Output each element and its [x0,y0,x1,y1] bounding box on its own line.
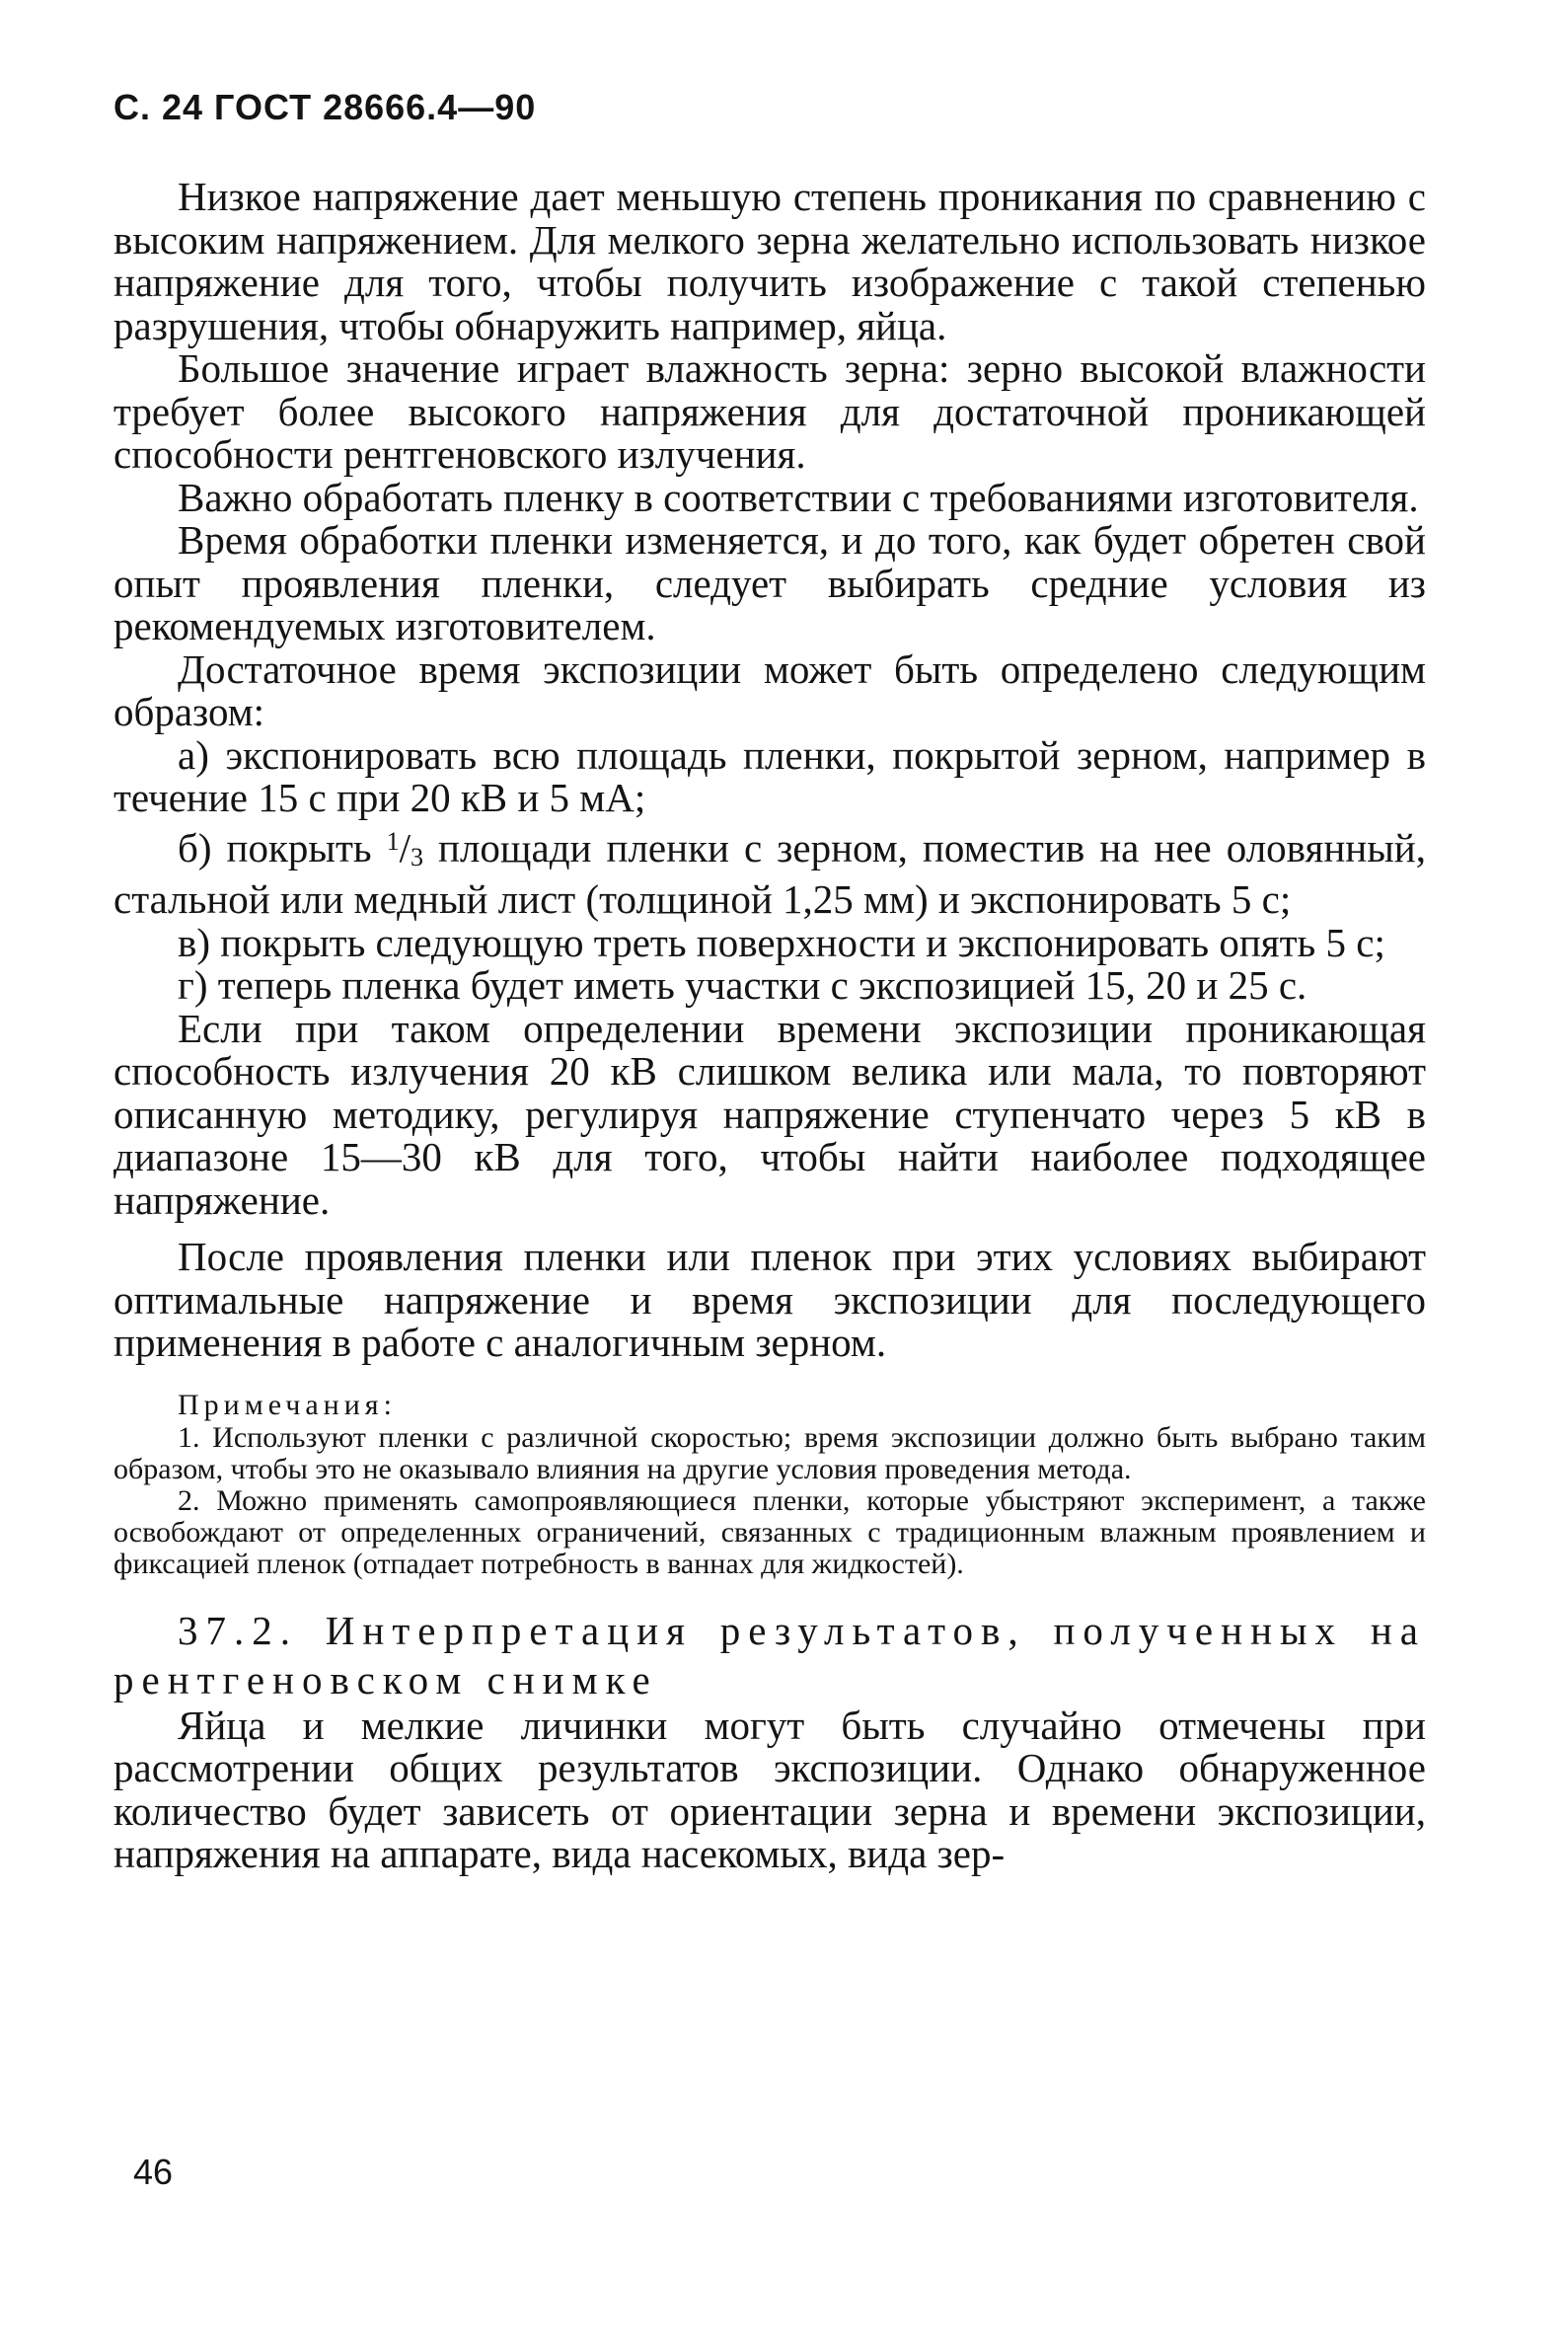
paragraph-exposure-intro: Достаточное время экспозиции может быть определено следующим образом: [113,645,1426,734]
notes-block [113,1389,1426,1580]
page-content [113,176,1426,1876]
fraction-denominator: 3 [411,842,423,871]
list-item-v: в) покрыть следующую треть поверхности и экспонировать опять 5 с; [178,919,1385,965]
list-item-b: б) покрыть $^1/_3$ площади пленки с зерном, поместив на нее оловянный, стальной или медный лист (толщиной 1,25 мм) и экспонировать 5 с; [113,824,1426,922]
list-item-a: а) экспонировать всю площадь пленки, покрытой зерном, например в течение 15 с при 20 кВ и 5 мА; [113,731,1426,820]
note-item: 2. Можно применять самопроявляющиеся пленки, которые убыстряют эксперимент, а также освобождают от определенных ограничений, связанных с традиционным влажным проявлением и фиксацией пленок (отпадает потребность в ваннах для жидкостей). [113,1483,1426,1580]
paragraph-processing-time: Время обработки пленки изменяется, и до того, как будет обретен свой опыт проявления пленки, следует выбирать средние условия из рекомендуемых изготовителем. [113,517,1426,648]
notes-title: Примечания: [178,1388,397,1421]
page-header: С. 24 ГОСТ 28666.4—90 [113,87,537,127]
paragraph-grain-moisture: Большое значение играет влажность зерна: зерно высокой влажности требует более высокого напряжения для достаточной проникающей способности рентгеновского излучения. [113,345,1426,477]
paragraph-film-processing: Важно обработать пленку в соответствии с требованиями изготовителя. [178,474,1419,520]
list-item-b-start: б) покрыть [178,824,387,870]
section-title: 37.2. Интерпретация результатов, полученных на рентгеновском снимке [113,1607,1426,1703]
list-item-b-end: площади пленки с зерном, поместив на нее оловянный, стальной или медный лист (толщиной 1,25 мм) и экспонировать 5 с; [113,824,1426,922]
section-paragraph: Яйца и мелкие личинки могут быть случайно отмечены при рассмотрении общих результатов экспозиции. Однако обнаруженное количество будет зависеть от ориентации зерна и времени экспозиции, напряжения на аппарате, вида насекомых, вида зер- [113,1702,1426,1876]
paragraph-optimal-choice: После проявления пленки или пленок при этих условиях выбирают оптимальные напряжение и время экспозиции для последующего применения в работе с аналогичным зерном. [113,1234,1426,1365]
list-item-g: г) теперь пленка будет иметь участки с экспозицией 15, 20 и 25 с. [178,962,1307,1008]
fraction-numerator: 1 [386,826,400,856]
note-item: 1. Используют пленки с различной скоростью; время экспозиции должно быть выбрано таким образом, чтобы это не оказывало влияния на другие условия проведения метода. [113,1420,1426,1485]
paragraph-voltage-adjust: Если при таком определении времени экспозиции проникающая способность излучения 20 кВ слишком велика или мала, то повторяют описанную методику, регулируя напряжение ступенчато через 5 кВ в диапазоне 15—30 кВ для того, чтобы найти наиболее подходящее напряжение. [113,1005,1426,1223]
page-number: 46 [133,2152,174,2192]
paragraph-low-voltage: Низкое напряжение дает меньшую степень проникания по сравнению с высоким напряжением. Для мелкого зерна желательно использовать низкое напряжение для того, чтобы получить изображение с такой степенью разрушения, чтобы обнаружить например, яйца. [113,174,1426,348]
